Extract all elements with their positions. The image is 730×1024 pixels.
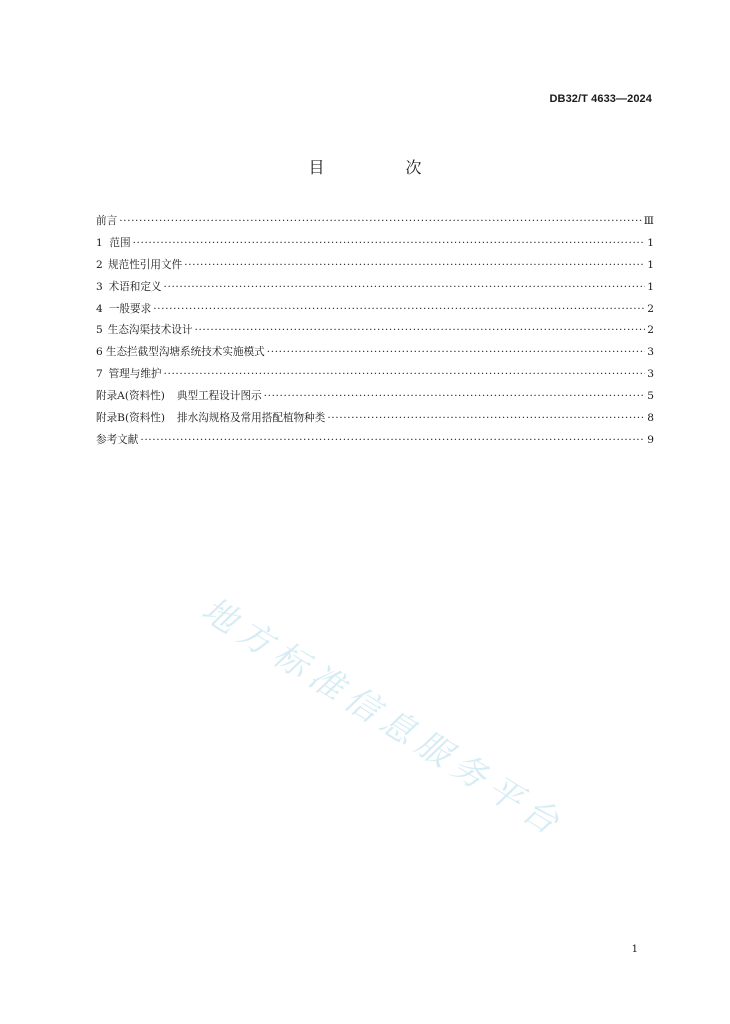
- toc-entry-page: 5: [647, 390, 654, 403]
- toc-leader-dots: [119, 215, 642, 227]
- toc-entry-label: 附录B(资料性): [96, 412, 166, 425]
- toc-entry-label: 附录A(资料性): [96, 390, 165, 403]
- toc-entry-appendix-a[interactable]: [96, 388, 654, 410]
- toc-entry-foreword[interactable]: [96, 213, 654, 235]
- toc-entry-label: 范围: [109, 236, 131, 249]
- page-number: 1: [631, 944, 638, 955]
- toc-entry-bibliography[interactable]: [96, 432, 654, 454]
- toc-entry-label: 规范性引用文件: [108, 258, 183, 271]
- toc-entry-number: 1: [96, 236, 103, 249]
- toc-entry-label: 生态拦截型沟塘系统技术实施模式: [105, 346, 265, 359]
- toc-entry-label: 前言: [96, 215, 118, 227]
- toc-entry-appendix-b[interactable]: [96, 410, 654, 432]
- toc-entry-page: 1: [647, 258, 654, 271]
- toc-entry-subtitle: 排水沟规格及常用搭配植物种类: [177, 412, 326, 425]
- toc-entry-number: 3: [96, 280, 103, 293]
- toc-entry-label: 术语和定义: [108, 280, 162, 293]
- toc-leader-dots: [264, 390, 646, 402]
- standard-code: DB32/T 4633—2024: [549, 93, 652, 105]
- toc-entry-page: 1: [647, 280, 654, 293]
- toc-entry-page: 8: [647, 412, 654, 425]
- toc-entry-number: 2: [96, 258, 103, 271]
- toc-entry-page: 9: [647, 433, 654, 446]
- toc-leader-dots: [164, 281, 646, 293]
- table-of-contents: [96, 213, 654, 454]
- toc-entry-label: 一般要求: [108, 302, 152, 315]
- toc-leader-dots: [153, 303, 645, 315]
- toc-entry-page: 3: [647, 368, 654, 381]
- toc-entry-normative-references[interactable]: [96, 257, 654, 279]
- toc-entry-label: 参考文献: [96, 433, 139, 446]
- toc-entry-management[interactable]: [96, 366, 654, 388]
- toc-entry-label: 生态沟渠技术设计: [107, 324, 193, 337]
- toc-leader-dots: [267, 346, 645, 358]
- toc-entry-number: 7: [96, 368, 103, 381]
- toc-entry-ditch-design[interactable]: [96, 322, 654, 344]
- toc-entry-number: 4: [96, 302, 103, 315]
- toc-entry-general-requirements[interactable]: [96, 301, 654, 323]
- toc-entry-interception-system[interactable]: [96, 344, 654, 366]
- toc-leader-dots: [164, 368, 646, 380]
- toc-entry-page: 2: [647, 302, 654, 315]
- toc-entry-number: 6: [96, 346, 103, 359]
- toc-entry-page: 3: [647, 346, 654, 359]
- toc-entry-terms-definitions[interactable]: [96, 279, 654, 301]
- toc-entry-page: 1: [647, 236, 654, 249]
- toc-entry-subtitle: 典型工程设计图示: [176, 390, 262, 403]
- toc-leader-dots: [184, 259, 645, 271]
- toc-leader-dots: [133, 237, 646, 249]
- toc-leader-dots: [327, 412, 645, 424]
- toc-entry-number: 5: [96, 324, 103, 337]
- toc-title: 目 次: [308, 158, 460, 177]
- toc-leader-dots: [140, 434, 645, 446]
- toc-entry-page: Ⅲ: [643, 215, 654, 227]
- toc-entry-label: 管理与维护: [108, 368, 162, 381]
- toc-entry-page: 2: [647, 324, 654, 337]
- toc-leader-dots: [195, 324, 646, 336]
- watermark: 地方标准信息服务平台: [194, 589, 572, 847]
- toc-entry-scope[interactable]: [96, 235, 654, 257]
